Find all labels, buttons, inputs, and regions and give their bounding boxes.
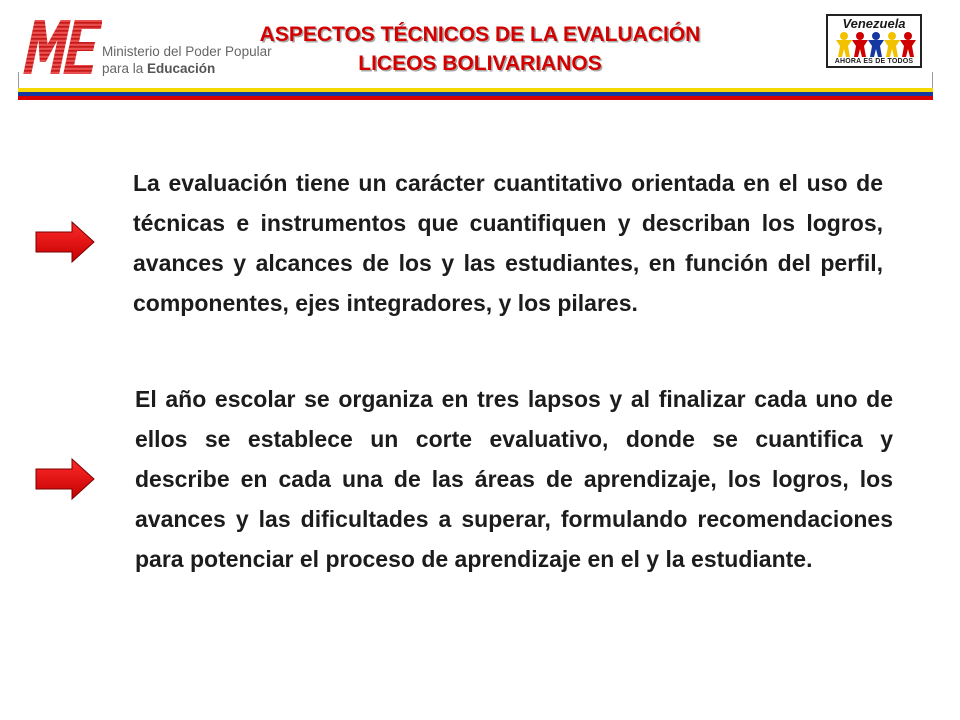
paragraph-evaluation-character: La evaluación tiene un carácter cuantitativo orientada en el uso de técnicas e instrumentos que cuantifiquen y describan los logros, avances y alcances de los y las estudiantes, en función del perfil, componentes, ejes integradores, y los pilares. (133, 170, 883, 316)
venezuela-slogan: AHORA ES DE TODOS (834, 58, 914, 65)
flag-stripes (18, 88, 933, 100)
people-figures-icon (832, 30, 918, 58)
bullet-arrow-icon (32, 456, 98, 502)
ministry-line2-bold: Educación (147, 61, 216, 76)
title-line2: LICEOS BOLIVARIANOS (358, 52, 602, 75)
me-logo-mark (18, 14, 102, 82)
ministry-name-line1: Ministerio del Poder Popular (102, 44, 272, 59)
paragraph-school-year: El año escolar se organiza en tres lapsos y al finalizar cada uno de ellos se establece un corte evaluativo, donde se cuantifica y describe en cada una de las áreas de aprendizaje, los logros, los avances y las dificultades a superar, formulando recomendaciones para potenciar el proceso de aprendizaje en el y la estudiante. (135, 386, 893, 572)
ministry-name-line2 (102, 61, 215, 76)
title-line1: ASPECTOS TÉCNICOS DE LA EVALUACIÓN (259, 23, 701, 46)
venezuela-logo (826, 14, 922, 68)
bullet-arrow-icon (32, 219, 98, 265)
venezuela-word: Venezuela (842, 16, 906, 31)
stripe-red (18, 96, 933, 100)
ministry-line2-prefix: para la (102, 61, 148, 76)
page-title (200, 20, 760, 78)
